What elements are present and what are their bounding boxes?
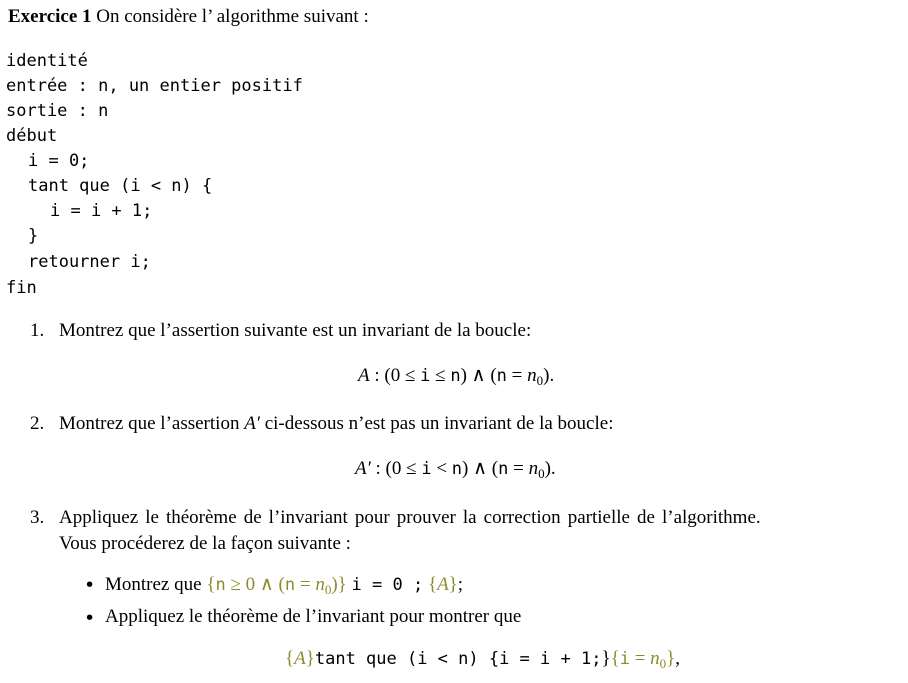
code-line: tant que (i < n) { [28,176,213,196]
postcondition [611,648,676,669]
math-text: < [431,458,452,479]
math-text: = [295,574,316,595]
math-text: = [506,365,528,386]
math-text: { [206,574,216,595]
invariant-formula [285,648,680,672]
math-text: ≥ 0 ∧ ( [225,574,285,595]
math-var: n [451,459,463,479]
exercise-title: Exercice 1 [8,6,92,27]
bullet-text: Montrez que [105,574,202,595]
assertion-a-prime [355,457,556,482]
exercise-header [8,6,369,28]
question-text [59,413,613,435]
code-line: } [28,226,39,246]
bullet-item [105,573,463,598]
math-text: { [427,574,438,595]
math-var: i [420,366,431,386]
math-subscript: 0 [538,466,545,481]
math-text: : (0 ≤ [375,458,422,479]
question-text: Vous procéderez de la façon suivante : [59,533,351,554]
math-text: } [448,574,458,595]
math-symbol: A [437,574,449,595]
math-text: , [675,648,681,669]
exercise-intro: On considère l’ algorithme suivant : [96,6,369,27]
code-line: début [6,126,58,146]
math-symbol: A [358,365,370,386]
math-var: n [215,575,226,595]
math-text: : (0 ≤ [374,365,421,386]
code-line: sortie : n [6,101,109,121]
math-text: { [610,648,620,669]
math-symbol: A′ [355,458,371,479]
math-text: } [601,648,611,669]
code-line: fin [6,278,37,298]
bullet-text: Appliquez le théorème de l’invariant pour montrer que [105,606,522,627]
bullet-icon: • [84,607,96,629]
code-inline: tant que (i < n) {i = i + 1; [314,649,602,669]
math-text: } [305,648,315,669]
math-symbol: n [650,648,660,669]
math-subscript: 0 [659,656,667,671]
assertion-a [358,364,554,389]
math-text: ). [543,365,555,386]
code-line: i = i + 1; [50,201,153,221]
precondition [285,648,315,669]
math-symbol: A [294,648,306,669]
bullet-punct: ; [457,574,464,595]
math-text: { [285,648,295,669]
code-line: i = 0; [28,151,90,171]
math-text: ). [544,458,556,479]
question-text-part: Montrez que l’assertion [59,413,240,434]
math-text: = [508,458,529,479]
math-text: ) ∧ ( [462,458,499,479]
question-text-part: ci-dessous n’est pas un invariant de la boucle: [264,413,614,434]
math-symbol: n [528,458,539,479]
math-var: i [421,459,432,479]
question-text: Appliquez le théorème de l’invariant pour prouver la correction partielle de l’algorithme. [59,507,761,528]
code-line: retourner i; [28,252,151,272]
question-text: Montrez que l’assertion suivante est un invariant de la boucle: [59,320,532,341]
math-text: ) ∧ ( [460,365,497,386]
precondition [206,574,346,595]
math-subscript: 0 [324,582,332,597]
math-var: n [498,459,509,479]
math-symbol: n [527,365,537,386]
math-var: n [284,575,296,595]
math-text: } [666,648,676,669]
math-var: n [450,366,461,386]
math-text: )} [331,574,347,595]
math-var: i [619,649,630,669]
code-inline: i = 0 ; [351,575,424,595]
question-number: 2. [30,413,45,434]
math-var: n [496,366,507,386]
question-number: 1. [30,320,45,341]
code-line: entrée : n, un entier positif [6,76,303,96]
bullet-icon: • [84,574,96,596]
math-text: ≤ [430,365,451,386]
code-line: identité [6,51,88,71]
postcondition [428,574,458,595]
math-text: = [629,648,651,669]
math-symbol: n [315,574,325,595]
math-symbol: A′ [244,413,260,434]
question-number: 3. [30,507,45,528]
math-subscript: 0 [536,373,544,388]
